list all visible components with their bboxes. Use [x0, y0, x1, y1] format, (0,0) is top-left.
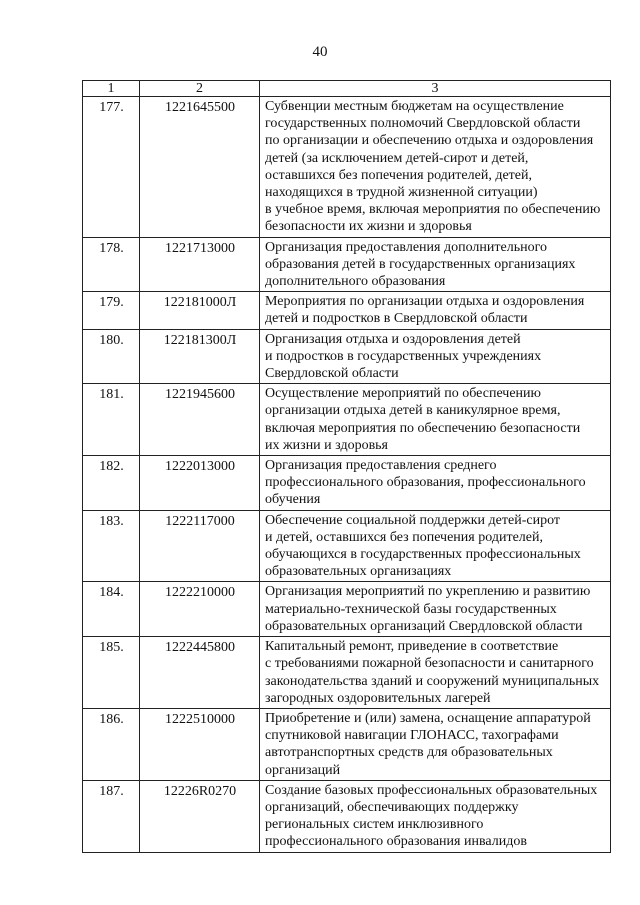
description-line: государственных полномочий Свердловской области [265, 116, 581, 132]
description-cell [260, 708, 611, 780]
description-line: Свердловской области [265, 366, 399, 382]
budget-code: 1222013000 [140, 456, 260, 511]
row-number: 181. [83, 384, 140, 456]
row-number: 182. [83, 456, 140, 511]
description-cell [260, 97, 611, 238]
description-line: Осуществление мероприятий по обеспечению [265, 386, 542, 402]
description-line: образовательных организаций Свердловской области [265, 618, 583, 634]
table-row [83, 582, 611, 637]
description-line: обучения [265, 492, 321, 508]
description-line: Создание базовых профессиональных образовательных [265, 782, 598, 798]
row-number: 185. [83, 637, 140, 709]
description-line: образовательных организациях [265, 564, 452, 580]
description-cell [260, 237, 611, 292]
description-line: безопасности их жизни и здоровья [265, 219, 472, 235]
row-number: 184. [83, 582, 140, 637]
description-line: находящихся в трудной жизненной ситуации) [265, 185, 538, 201]
description-line: Организация предоставления среднего [265, 458, 497, 474]
description-line: с требованиями пожарной безопасности и санитарного [265, 656, 594, 672]
description-line: Приобретение и (или) замена, оснащение аппаратурой [265, 710, 591, 726]
column-header-2: 2 [140, 81, 260, 97]
description-line: детей (за исключением детей-сирот и детей, [265, 150, 529, 166]
budget-code: 1222210000 [140, 582, 260, 637]
column-header-3: 3 [260, 81, 611, 97]
budget-code: 12226R0270 [140, 780, 260, 852]
description-line: их жизни и здоровья [265, 437, 388, 453]
description-line: загородных оздоровительных лагерей [265, 690, 491, 706]
row-number: 186. [83, 708, 140, 780]
description-line: организаций [265, 762, 341, 778]
budget-code: 1221945600 [140, 384, 260, 456]
row-number: 187. [83, 780, 140, 852]
description-line: образования детей в государственных организациях [265, 256, 576, 272]
description-line: Субвенции местным бюджетам на осуществление [265, 99, 564, 114]
description-line: по организации и обеспечению отдыха и оздоровления [265, 133, 594, 149]
description-line: Капитальный ремонт, приведение в соответствие [265, 639, 559, 655]
budget-code: 122181000Л [140, 292, 260, 329]
row-number: 180. [83, 329, 140, 384]
description-cell [260, 456, 611, 511]
budget-code: 1222510000 [140, 708, 260, 780]
row-number: 183. [83, 510, 140, 582]
table-row [83, 292, 611, 329]
description-line: профессионального образования инвалидов [265, 834, 527, 850]
budget-code: 1221713000 [140, 237, 260, 292]
table-row [83, 97, 611, 238]
description-line: Организация мероприятий по укреплению и развитию [265, 584, 591, 600]
description-line: оставшихся без попечения родителей, детей, [265, 167, 532, 183]
budget-code: 122181300Л [140, 329, 260, 384]
row-number: 177. [83, 97, 140, 238]
description-line: и детей, оставшихся без попечения родителей, [265, 529, 543, 545]
description-line: и подростков в государственных учреждениях [265, 348, 542, 364]
budget-code: 1222445800 [140, 637, 260, 709]
budget-code: 1222117000 [140, 510, 260, 582]
row-number: 179. [83, 292, 140, 329]
description-line: Организация отдыха и оздоровления детей [265, 331, 521, 347]
description-cell [260, 292, 611, 329]
description-line: дополнительного образования [265, 274, 446, 290]
description-line: Обеспечение социальной поддержки детей-сирот [265, 512, 561, 528]
description-line: спутниковой навигации ГЛОНАСС, тахографами [265, 728, 559, 744]
description-line: организаций, обеспечивающих поддержку [265, 799, 519, 815]
description-line: материально-технической базы государственных [265, 601, 557, 617]
table-row [83, 329, 611, 384]
description-cell [260, 780, 611, 852]
description-line: организации отдыха детей в каникулярное время, [265, 403, 561, 419]
description-line: региональных систем инклюзивного [265, 817, 484, 833]
description-line: автотранспортных средств для образовательных [265, 745, 553, 761]
description-line: в учебное время, включая мероприятия по обеспечению [265, 202, 601, 218]
description-line: профессионального образования, профессионального [265, 475, 586, 491]
description-line: детей и подростков в Свердловской области [265, 311, 528, 327]
table-row [83, 708, 611, 780]
description-cell [260, 582, 611, 637]
table-row [83, 384, 611, 456]
description-line: законодательства зданий и сооружений муниципальных [265, 673, 600, 689]
description-cell [260, 384, 611, 456]
column-header-1: 1 [83, 81, 140, 97]
description-cell [260, 637, 611, 709]
description-cell [260, 329, 611, 384]
table-row [83, 637, 611, 709]
budget-code-table [82, 80, 611, 853]
description-cell [260, 510, 611, 582]
page-number: 40 [312, 44, 328, 60]
description-line: Мероприятия по организации отдыха и оздоровления [265, 294, 585, 310]
table-body [83, 97, 611, 853]
table-row [83, 510, 611, 582]
table-row [83, 780, 611, 852]
description-line: обучающихся в государственных профессиональных [265, 547, 581, 563]
budget-code: 1221645500 [140, 97, 260, 238]
description-line: включая мероприятия по обеспечению безопасности [265, 420, 581, 436]
row-number: 178. [83, 237, 140, 292]
description-line: Организация предоставления дополнительного [265, 239, 547, 255]
table-row [83, 237, 611, 292]
table-header-row [83, 81, 611, 97]
table-row [83, 456, 611, 511]
